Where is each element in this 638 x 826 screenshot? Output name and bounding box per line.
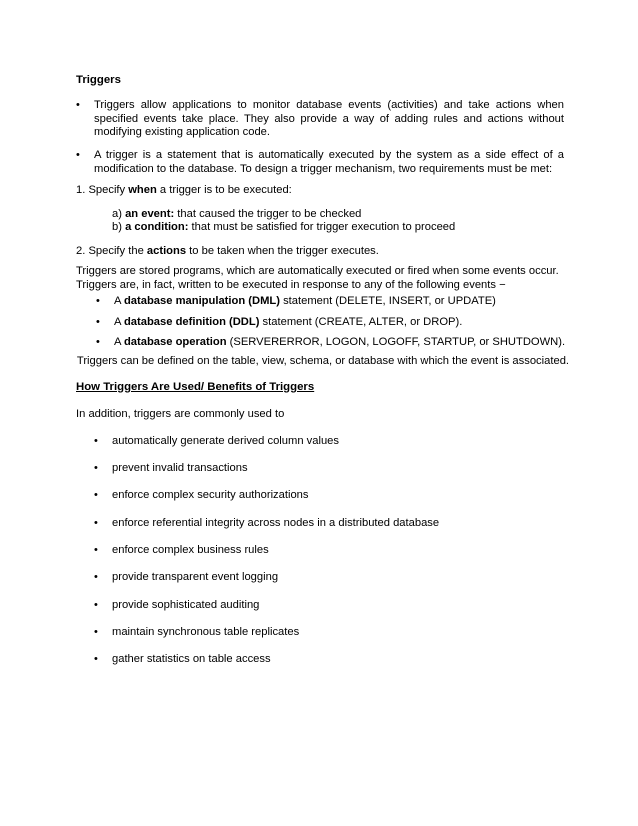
item-bold: an event: xyxy=(125,208,175,220)
bullet-icon xyxy=(94,435,112,449)
event-bullet xyxy=(96,336,565,350)
event-bullet xyxy=(96,316,462,330)
requirement-1 xyxy=(76,184,292,198)
bullet-icon xyxy=(94,517,112,531)
event-bullet xyxy=(96,295,496,309)
use-item-text: prevent invalid transactions xyxy=(112,462,248,474)
defined-on-paragraph: Triggers can be defined on the table, view, schema, or database with which the event is associated. xyxy=(74,355,570,367)
bullet-icon xyxy=(94,599,112,613)
event-text: statement (DELETE, INSERT, or UPDATE) xyxy=(279,295,496,307)
use-list-item xyxy=(94,626,299,640)
event-prefix: A xyxy=(114,316,124,328)
use-list-item xyxy=(94,653,271,667)
use-item-text: automatically generate derived column values xyxy=(112,435,339,447)
event-prefix: A xyxy=(114,336,124,348)
bullet-icon xyxy=(94,571,112,585)
use-list-item xyxy=(94,599,259,613)
section-intro: In addition, triggers are commonly used to xyxy=(76,408,285,420)
event-bold: database definition (DDL) xyxy=(123,316,260,328)
event-prefix: A xyxy=(114,295,124,307)
use-list-item xyxy=(94,517,439,531)
bullet-icon xyxy=(96,336,114,350)
use-list-item xyxy=(94,462,248,476)
use-item-text: enforce complex business rules xyxy=(112,544,269,556)
req2-prefix: 2. Specify the xyxy=(76,245,147,257)
item-prefix: b) xyxy=(112,221,126,233)
event-text: statement (CREATE, ALTER, or DROP). xyxy=(259,316,463,328)
req1-prefix: 1. Specify xyxy=(76,184,129,196)
use-item-text: enforce complex security authorizations xyxy=(112,489,309,501)
use-item-text: provide transparent event logging xyxy=(112,571,279,583)
req2-suffix: to be taken when the trigger executes. xyxy=(186,245,379,257)
item-bold: a condition: xyxy=(125,221,189,233)
bullet-icon xyxy=(76,99,94,140)
stored-programs-paragraph: Triggers are stored programs, which are automatically executed or fired when some events occur. Triggers are, in fact, written to be executed in response to any of the following events − xyxy=(76,265,559,291)
bullet-icon xyxy=(96,295,114,309)
bullet-icon xyxy=(94,626,112,640)
intro-bullet xyxy=(76,149,564,176)
use-item-text: enforce referential integrity across nodes in a distributed database xyxy=(112,517,440,529)
item-prefix: a) xyxy=(112,208,126,220)
event-text: (SERVERERROR, LOGON, LOGOFF, STARTUP, or SHUTDOWN). xyxy=(226,336,566,348)
intro-bullet-text: A trigger is a statement that is automatically executed by the system as a side effect of a modification to the database. To design a trigger mechanism, two requirements must be met: xyxy=(94,149,564,175)
requirement-1-item xyxy=(112,221,455,235)
intro-bullet-text: Triggers allow applications to monitor database events (activities) and take actions when specified events take place. They also provide a way of adding rules and actions without modifying existing application code. xyxy=(94,99,564,138)
bullet-icon xyxy=(94,544,112,558)
use-list-item xyxy=(94,544,269,558)
bullet-icon xyxy=(94,489,112,503)
req1-suffix: a trigger is to be executed: xyxy=(156,184,292,196)
req1-bold: when xyxy=(128,184,157,196)
bullet-icon xyxy=(94,653,112,667)
use-list-item xyxy=(94,571,278,585)
bullet-icon xyxy=(94,462,112,476)
use-item-text: gather statistics on table access xyxy=(112,653,271,665)
bullet-icon xyxy=(76,149,94,176)
event-bold: database operation xyxy=(123,336,227,348)
requirement-2 xyxy=(76,245,379,259)
bullet-icon xyxy=(96,316,114,330)
page-title: Triggers xyxy=(76,74,121,86)
req2-bold: actions xyxy=(146,245,187,257)
use-item-text: maintain synchronous table replicates xyxy=(112,626,300,638)
item-text: that caused the trigger to be checked xyxy=(174,208,362,220)
use-item-text: provide sophisticated auditing xyxy=(112,599,260,611)
event-bold: database manipulation (DML) xyxy=(123,295,280,307)
use-list-item xyxy=(94,435,339,449)
item-text: that must be satisfied for trigger execution to proceed xyxy=(188,221,456,233)
section-heading: How Triggers Are Used/ Benefits of Triggers xyxy=(76,381,315,393)
intro-bullet xyxy=(76,99,564,140)
use-list-item xyxy=(94,489,309,503)
requirement-1-item xyxy=(112,208,361,222)
